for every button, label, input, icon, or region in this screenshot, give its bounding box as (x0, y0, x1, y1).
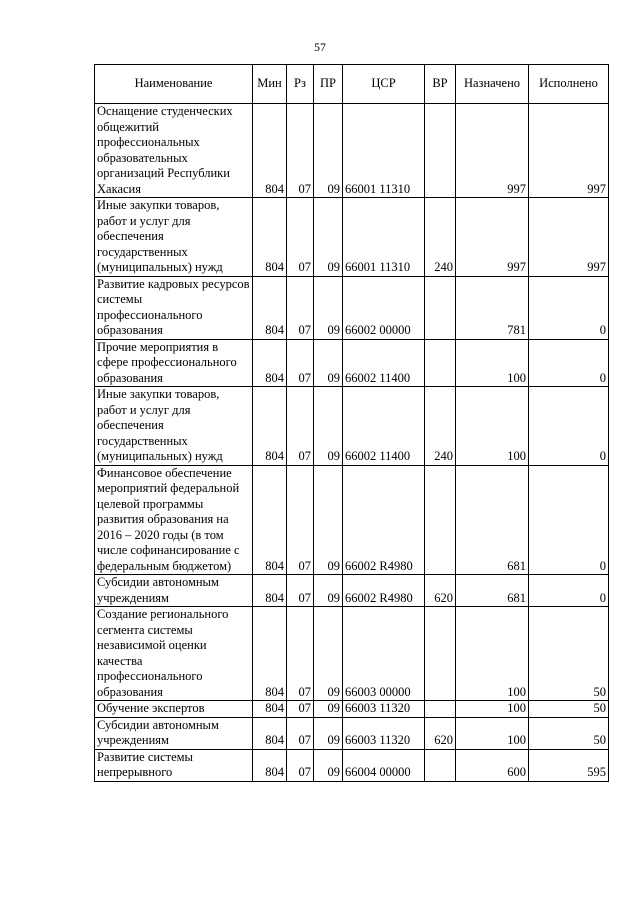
table-header-row (95, 65, 609, 104)
row-pr: 09 (314, 339, 343, 387)
header-pr: ПР (314, 65, 343, 104)
row-vr: 240 (425, 387, 456, 466)
row-min: 804 (253, 465, 287, 575)
table-row (95, 339, 609, 387)
row-name: Иные закупки товаров, работ и услуг для обеспечения государственных (муниципальных) нужд (95, 198, 253, 277)
row-vr (425, 465, 456, 575)
row-csr: 66001 11310 (343, 104, 425, 198)
row-min: 804 (253, 575, 287, 607)
row-pr: 09 (314, 717, 343, 749)
header-executed: Исполнено (529, 65, 609, 104)
row-pr: 09 (314, 749, 343, 781)
row-assigned: 681 (456, 465, 529, 575)
row-assigned: 600 (456, 749, 529, 781)
row-assigned: 100 (456, 701, 529, 718)
row-executed: 0 (529, 339, 609, 387)
header-assigned: Назначено (456, 65, 529, 104)
row-min: 804 (253, 276, 287, 339)
row-name: Прочие мероприятия в сфере профессионального образования (95, 339, 253, 387)
row-rz: 07 (287, 607, 314, 701)
row-executed: 50 (529, 717, 609, 749)
row-assigned: 100 (456, 607, 529, 701)
row-pr: 09 (314, 104, 343, 198)
row-csr: 66003 11320 (343, 701, 425, 718)
header-min: Мин (253, 65, 287, 104)
row-assigned: 781 (456, 276, 529, 339)
table-row (95, 387, 609, 466)
row-vr (425, 104, 456, 198)
row-csr: 66003 11320 (343, 717, 425, 749)
row-pr: 09 (314, 276, 343, 339)
row-assigned: 997 (456, 198, 529, 277)
row-name: Создание регионального сегмента системы независимой оценки качества профессионального образования (95, 607, 253, 701)
row-rz: 07 (287, 198, 314, 277)
row-min: 804 (253, 749, 287, 781)
row-pr: 09 (314, 607, 343, 701)
table-row (95, 104, 609, 198)
row-min: 804 (253, 701, 287, 718)
row-rz: 07 (287, 749, 314, 781)
table-row (95, 198, 609, 277)
row-csr: 66002 R4980 (343, 575, 425, 607)
header-vr: ВР (425, 65, 456, 104)
row-executed: 997 (529, 198, 609, 277)
row-rz: 07 (287, 387, 314, 466)
table-row (95, 749, 609, 781)
row-executed: 595 (529, 749, 609, 781)
table-row (95, 717, 609, 749)
row-min: 804 (253, 104, 287, 198)
row-executed: 0 (529, 276, 609, 339)
row-rz: 07 (287, 276, 314, 339)
row-pr: 09 (314, 387, 343, 466)
page-number: 57 (314, 40, 326, 54)
row-vr: 240 (425, 198, 456, 277)
row-executed: 0 (529, 575, 609, 607)
row-vr (425, 276, 456, 339)
row-rz: 07 (287, 465, 314, 575)
row-csr: 66002 00000 (343, 276, 425, 339)
row-name: Финансовое обеспечение мероприятий федеральной целевой программы развития образования на 2016 – 2020 годы (в том числе софинансирование с федеральным бюджетом) (95, 465, 253, 575)
row-name: Субсидии автономным учреждениям (95, 575, 253, 607)
row-rz: 07 (287, 104, 314, 198)
row-executed: 50 (529, 701, 609, 718)
row-min: 804 (253, 387, 287, 466)
budget-table (94, 64, 609, 782)
row-assigned: 100 (456, 387, 529, 466)
row-assigned: 681 (456, 575, 529, 607)
row-pr: 09 (314, 465, 343, 575)
row-csr: 66003 00000 (343, 607, 425, 701)
row-csr: 66004 00000 (343, 749, 425, 781)
row-name: Обучение экспертов (95, 701, 253, 718)
row-rz: 07 (287, 717, 314, 749)
row-csr: 66002 R4980 (343, 465, 425, 575)
row-name: Субсидии автономным учреждениям (95, 717, 253, 749)
table-row (95, 575, 609, 607)
row-vr (425, 701, 456, 718)
row-vr: 620 (425, 575, 456, 607)
row-min: 804 (253, 198, 287, 277)
row-assigned: 100 (456, 717, 529, 749)
row-name: Развитие кадровых ресурсов системы профессионального образования (95, 276, 253, 339)
row-min: 804 (253, 339, 287, 387)
row-csr: 66002 11400 (343, 387, 425, 466)
row-rz: 07 (287, 701, 314, 718)
row-vr (425, 339, 456, 387)
table-row (95, 465, 609, 575)
header-csr: ЦСР (343, 65, 425, 104)
table-row (95, 276, 609, 339)
row-csr: 66002 11400 (343, 339, 425, 387)
row-name: Оснащение студенческих общежитий профессиональных образовательных организаций Республики Хакасия (95, 104, 253, 198)
row-vr: 620 (425, 717, 456, 749)
row-vr (425, 749, 456, 781)
row-min: 804 (253, 607, 287, 701)
row-rz: 07 (287, 575, 314, 607)
row-min: 804 (253, 717, 287, 749)
row-name: Развитие системы непрерывного (95, 749, 253, 781)
row-assigned: 997 (456, 104, 529, 198)
row-executed: 0 (529, 387, 609, 466)
table-row (95, 607, 609, 701)
row-pr: 09 (314, 198, 343, 277)
row-assigned: 100 (456, 339, 529, 387)
row-executed: 997 (529, 104, 609, 198)
row-executed: 50 (529, 607, 609, 701)
row-pr: 09 (314, 701, 343, 718)
header-rz: Рз (287, 65, 314, 104)
table-row (95, 701, 609, 718)
row-vr (425, 607, 456, 701)
row-executed: 0 (529, 465, 609, 575)
header-name: Наименование (95, 65, 253, 104)
row-pr: 09 (314, 575, 343, 607)
row-csr: 66001 11310 (343, 198, 425, 277)
row-rz: 07 (287, 339, 314, 387)
row-name: Иные закупки товаров, работ и услуг для обеспечения государственных (муниципальных) нужд (95, 387, 253, 466)
